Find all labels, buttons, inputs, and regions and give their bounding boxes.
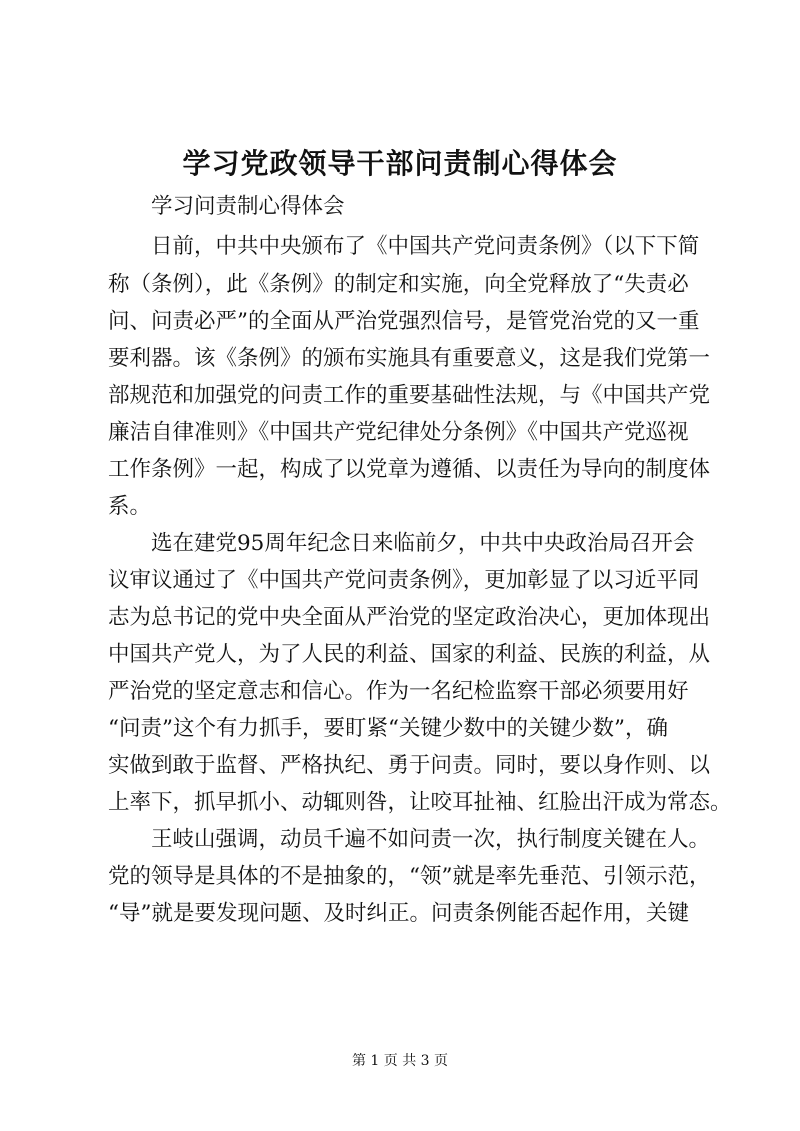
document-title: 学习党政领导干部问责制心得体会 xyxy=(182,147,618,180)
body-line: 王岐山强调，动员千遍不如问责一次，执行制度关键在人。 xyxy=(108,827,711,852)
body-line: 实做到敢于监督、严格执纪、勇于问责。同时，要以身作则、以 xyxy=(108,753,711,778)
body-line: 学习问责制心得体会 xyxy=(108,194,345,219)
body-line: 工作条例》一起，构成了以党章为遵循、以责任为导向的制度体 xyxy=(108,457,711,482)
body-line: 严治党的坚定意志和信心。作为一名纪检监察干部必须要用好 xyxy=(108,679,689,704)
body-line: 要利器。该《条例》的颁布实施具有重要意义，这是我们党第一 xyxy=(108,346,711,371)
page-number-footer: 第 1 页 共 3 页 xyxy=(351,1053,449,1069)
body-line: 选在建党95周年纪念日来临前夕，中共中央政治局召开会 xyxy=(108,531,695,556)
body-line: 廉洁自律准则》《中国共产党纪律处分条例》《中国共产党巡视 xyxy=(108,420,689,445)
body-line: 党的领导是具体的不是抽象的，“领”就是率先垂范、引领示范， xyxy=(108,864,711,889)
body-line: “导”就是要发现问题、及时纠正。问责条例能否起作用，关键 xyxy=(108,901,689,926)
body-line: 中国共产党人，为了人民的利益、国家的利益、民族的利益，从 xyxy=(108,642,711,667)
body-line: 问、问责必严”的全面从严治党强烈信号，是管党治党的又一重 xyxy=(108,309,700,334)
body-line: 日前，中共中央颁布了《中国共产党问责条例》（以下下简 xyxy=(108,234,700,259)
body-line: “问责”这个有力抓手，要盯紧“关键少数中的关键少数”，确 xyxy=(108,716,668,741)
body-line: 上率下，抓早抓小、动辄则咎，让咬耳扯袖、红脸出汗成为常态。 xyxy=(108,790,732,815)
body-line: 系。 xyxy=(108,494,152,519)
body-line: 志为总书记的党中央全面从严治党的坚定政治决心，更加体现出 xyxy=(108,605,711,630)
body-line: 称（条例），此《条例》的制定和实施，向全党释放了“失责必 xyxy=(108,272,689,297)
body-line: 议审议通过了《中国共产党问责条例》，更加彰显了以习近平同 xyxy=(108,568,700,593)
body-line: 部规范和加强党的问责工作的重要基础性法规，与《中国共产党 xyxy=(108,383,711,408)
